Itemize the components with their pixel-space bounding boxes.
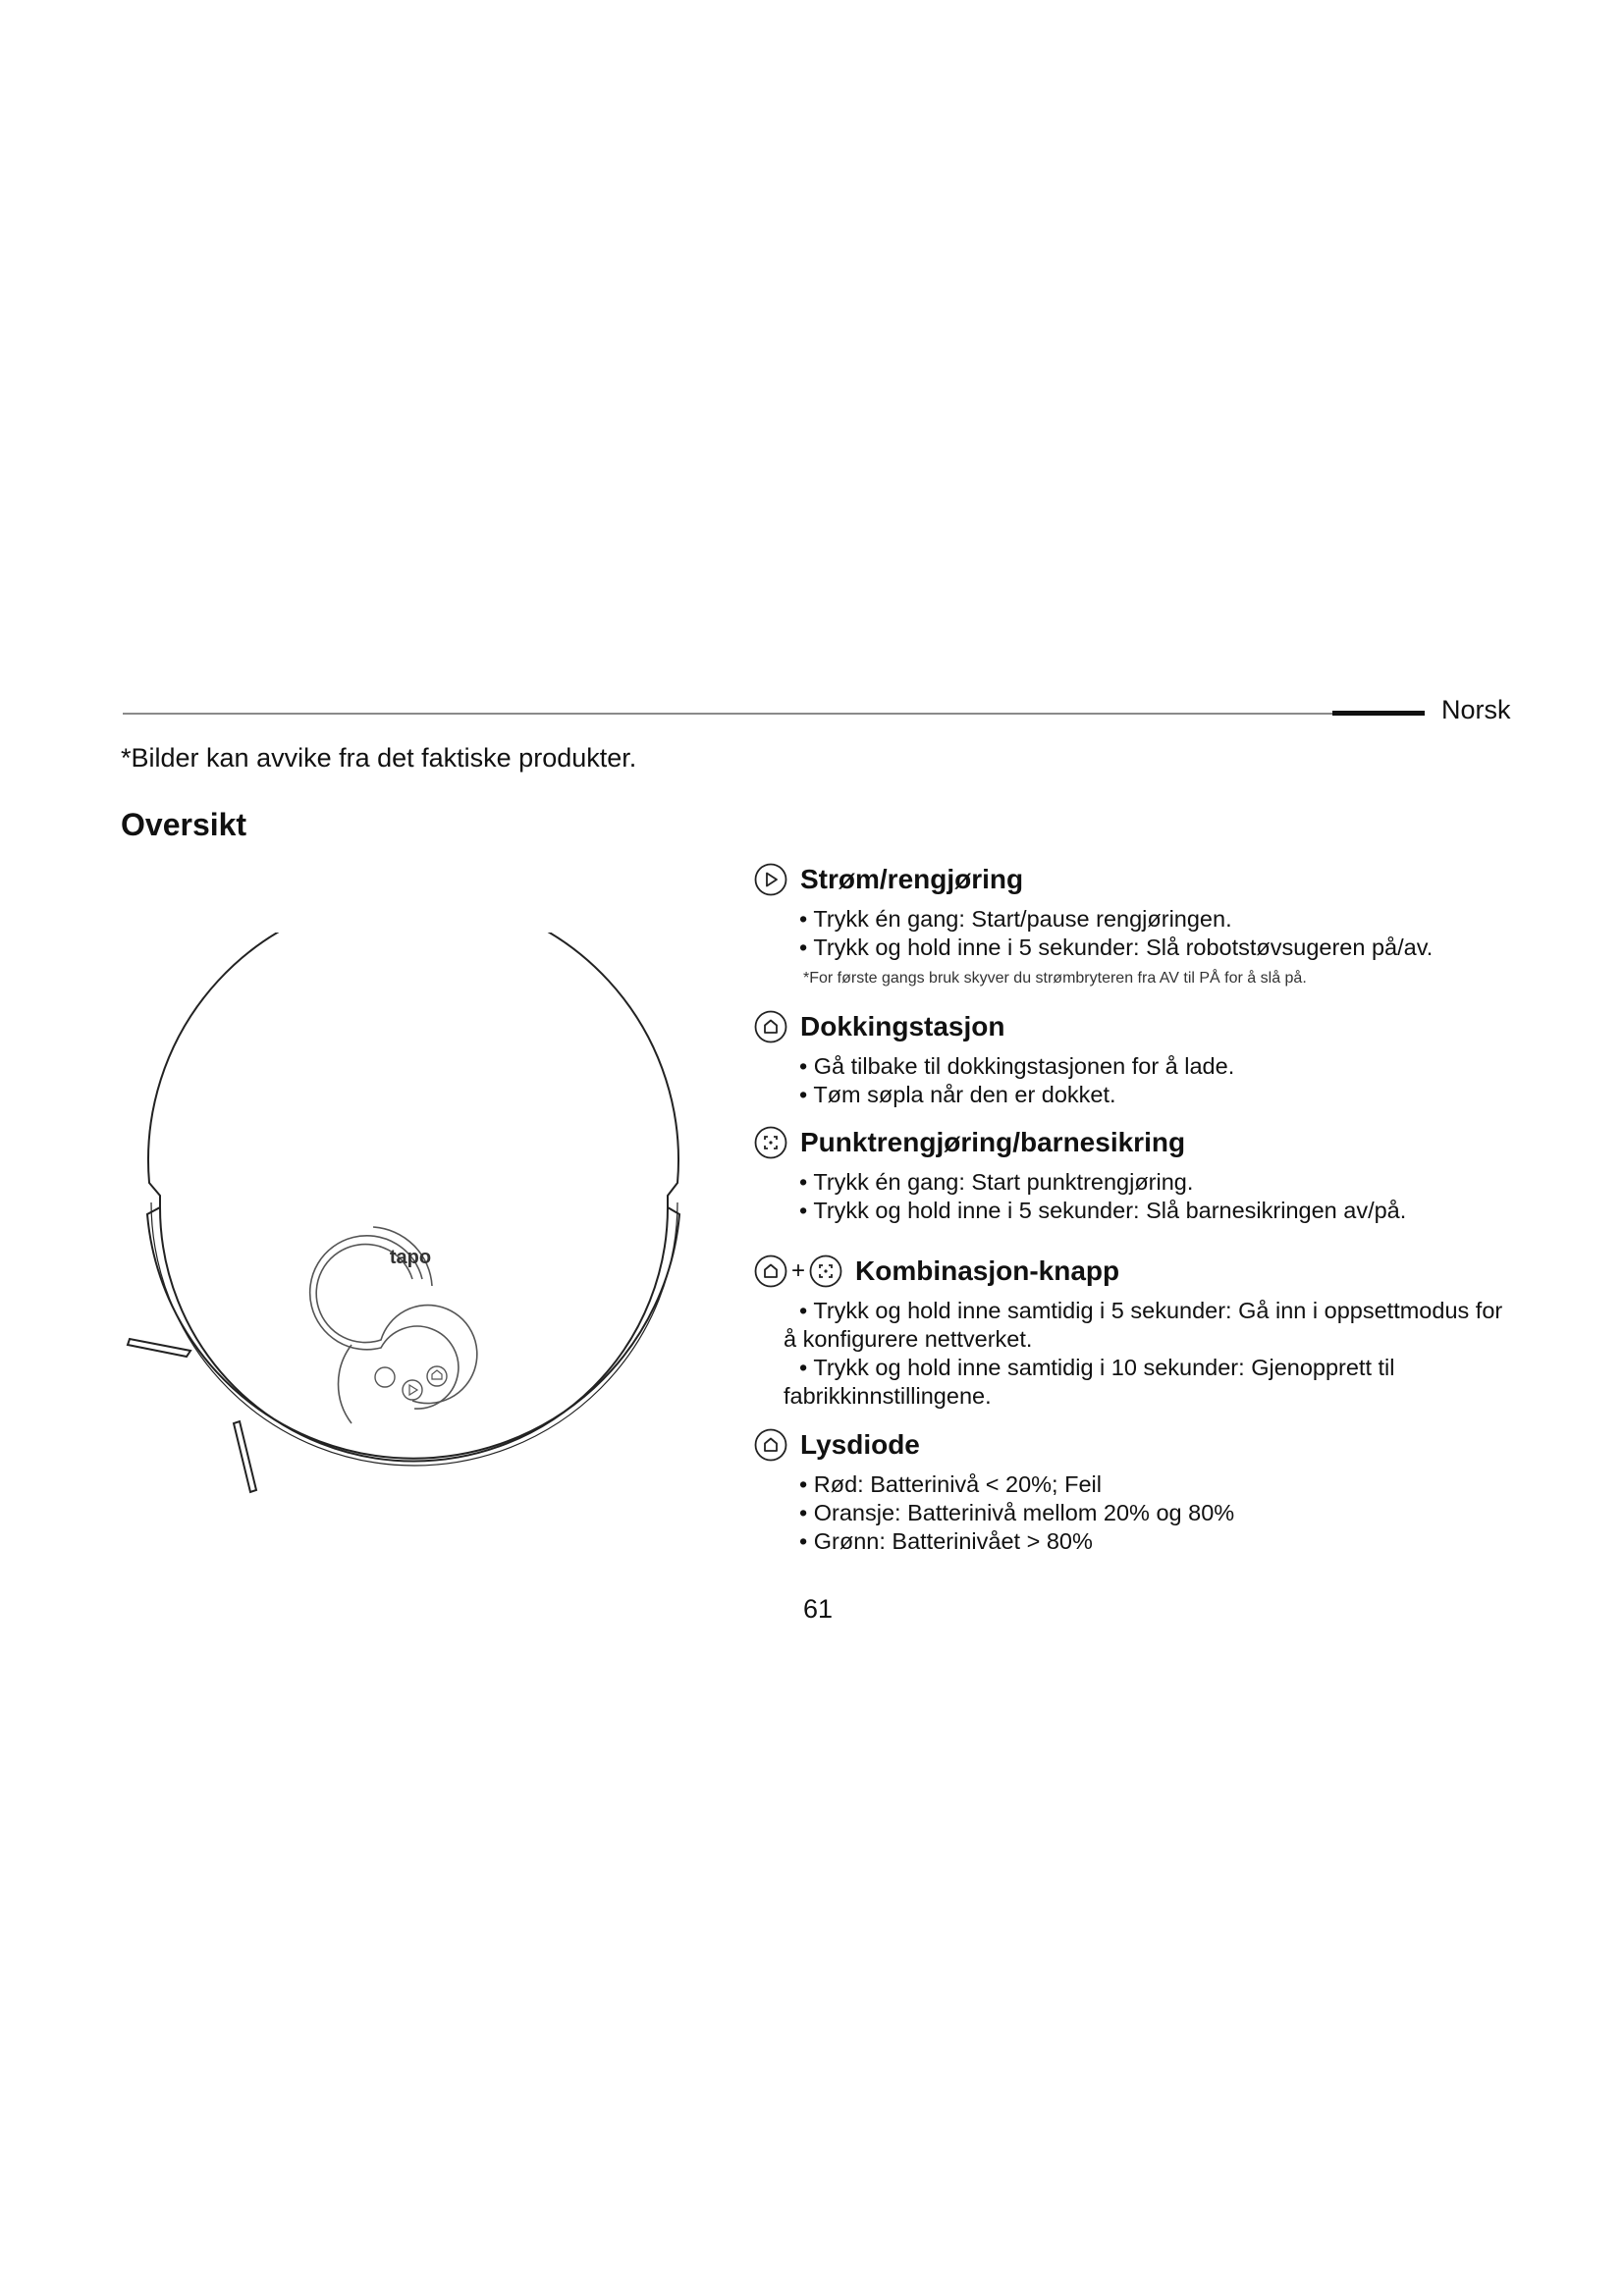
list-item: • Oransje: Batterinivå mellom 20% og 80% bbox=[799, 1500, 1235, 1525]
spot-clean-icon bbox=[754, 1126, 787, 1159]
play-icon bbox=[754, 863, 787, 896]
header-rule-accent bbox=[1332, 711, 1425, 716]
list-item: fabrikkinnstillingene. bbox=[784, 1383, 992, 1409]
section-list bbox=[754, 1168, 1540, 1225]
list-item: å konfigurere nettverket. bbox=[784, 1326, 1033, 1352]
robot-vacuum-illustration bbox=[118, 933, 707, 1502]
list-item: • Grønn: Batterinivået > 80% bbox=[799, 1528, 1093, 1554]
section-power bbox=[754, 860, 1540, 988]
side-brush-arm bbox=[128, 1339, 190, 1357]
section-list bbox=[754, 1470, 1540, 1556]
section-list bbox=[754, 1297, 1540, 1411]
home-icon bbox=[754, 1428, 787, 1462]
section-combo bbox=[754, 1252, 1540, 1411]
list-item: • Trykk og hold inne i 5 sekunder: Slå barnesikringen av/på. bbox=[799, 1198, 1407, 1223]
spot-clean-icon bbox=[809, 1255, 842, 1288]
section-title: Kombinasjon-knapp bbox=[855, 1255, 1120, 1286]
section-led bbox=[754, 1425, 1540, 1556]
overview-heading: Oversikt bbox=[121, 807, 247, 842]
section-dock bbox=[754, 1007, 1540, 1109]
list-item: • Trykk og hold inne samtidig i 5 sekunder: Gå inn i oppsettmodus for bbox=[799, 1298, 1503, 1323]
home-icon bbox=[754, 1255, 787, 1288]
page-number: 61 bbox=[803, 1594, 834, 1624]
section-list bbox=[754, 905, 1540, 962]
list-item: • Tøm søpla når den er dokket. bbox=[799, 1082, 1116, 1107]
brand-logo: tapo bbox=[389, 1247, 432, 1268]
footnote: *For første gangs bruk skyver du strømbryteren fra AV til PÅ for å slå på. bbox=[803, 970, 1307, 987]
section-title: Lysdiode bbox=[800, 1429, 920, 1460]
side-brush-arm bbox=[234, 1421, 256, 1492]
section-list bbox=[754, 1052, 1540, 1109]
section-title: Punktrengjøring/barnesikring bbox=[800, 1127, 1186, 1157]
list-item: • Trykk og hold inne samtidig i 10 sekunder: Gjenopprett til bbox=[799, 1355, 1395, 1380]
section-title: Dokkingstasjon bbox=[800, 1011, 1005, 1041]
list-item: • Trykk én gang: Start punktrengjøring. bbox=[799, 1169, 1194, 1195]
list-item: • Trykk én gang: Start/pause rengjøringen. bbox=[799, 906, 1232, 932]
list-item: • Trykk og hold inne i 5 sekunder: Slå robotstøvsugeren på/av. bbox=[799, 934, 1434, 960]
language-label: Norsk bbox=[1441, 695, 1511, 724]
disclaimer-text: *Bilder kan avvike fra det faktiske produkter. bbox=[121, 743, 637, 773]
list-item: • Gå tilbake til dokkingstasjonen for å lade. bbox=[799, 1053, 1235, 1079]
section-title: Strøm/rengjøring bbox=[800, 864, 1024, 894]
plus-sign: + bbox=[791, 1257, 806, 1284]
section-spot bbox=[754, 1123, 1540, 1225]
home-icon bbox=[754, 1010, 787, 1043]
list-item: • Rød: Batterinivå < 20%; Feil bbox=[799, 1471, 1102, 1497]
header-rule bbox=[123, 713, 1332, 715]
